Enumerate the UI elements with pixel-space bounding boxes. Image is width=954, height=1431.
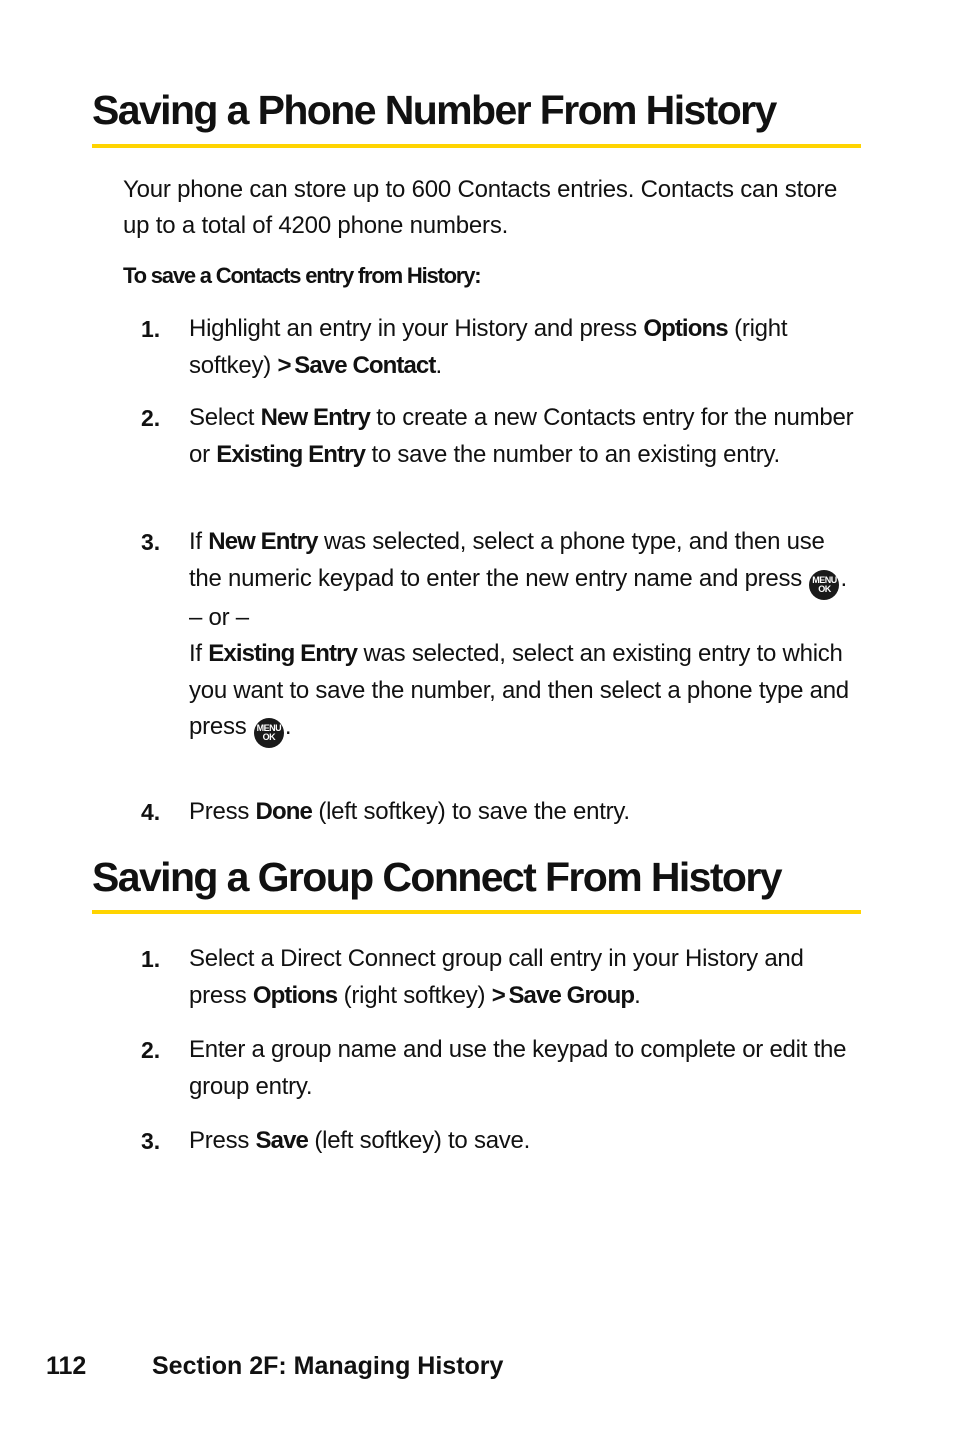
or-separator: – or – [189, 603, 249, 631]
step-number: 3. [141, 529, 161, 555]
procedure-lead: To save a Contacts entry from History: [123, 263, 481, 288]
chevron-right-icon: > [277, 351, 292, 379]
step-number: 3. [141, 1128, 161, 1154]
section-title-phone-number: Saving a Phone Number From History [92, 87, 776, 133]
intro-paragraph: Your phone can store up to 600 Contacts entries. Contacts can store up to a total of 4200 phone numbers. [123, 176, 838, 239]
step-text: Enter a group name and use the keypad to complete or edit the group entry. [189, 1036, 847, 1100]
options-key-label: Options [643, 315, 728, 342]
step-text: Press Done (left softkey) to save the entry. [189, 798, 630, 825]
chevron-right-icon: > [491, 981, 506, 1009]
options-key-label: Options [252, 981, 338, 1009]
new-entry-label: New Entry [208, 528, 318, 555]
menu-ok-key-icon: MENU OK [254, 718, 284, 748]
step-number: 1. [141, 946, 161, 972]
step-number: 1. [141, 316, 161, 342]
page-number: 112 [46, 1352, 87, 1380]
step-number: 4. [141, 799, 161, 825]
page-footer [46, 1348, 503, 1384]
save-contact-label: Save Contact [294, 351, 436, 379]
step-number: 2. [141, 405, 161, 431]
step-text: If New Entry was selected, select a phone type, and then use the numeric keypad to enter the new entry name and press MENU OK . – or – If Existing Entry was selected, select an existing entry to which you want to save the number, and then select a phone type and press MENU OK . [189, 524, 861, 748]
new-entry-label: New Entry [260, 404, 370, 431]
title-underline [92, 910, 861, 914]
done-key-label: Done [255, 798, 312, 825]
step-number: 2. [141, 1037, 161, 1063]
section-label: Section 2F: Managing History [152, 1352, 504, 1380]
existing-entry-label: Existing Entry [208, 640, 358, 667]
title-underline [92, 144, 861, 148]
section-title-group-connect: Saving a Group Connect From History [92, 854, 781, 900]
step-text: Select a Direct Connect group call entry in your History and press Options (right softkey) > Save Group. [189, 945, 804, 1009]
step-text: Select New Entry to create a new Contacts entry for the number or Existing Entry to save the number to an existing entry. [189, 404, 854, 468]
save-key-label: Save [255, 1127, 308, 1154]
step-text: Highlight an entry in your History and press Options (right softkey) > Save Contact. [189, 315, 788, 379]
menu-ok-key-icon: MENU OK [809, 570, 839, 600]
save-group-label: Save Group [508, 981, 635, 1009]
existing-entry-label: Existing Entry [216, 440, 366, 468]
step-text: Press Save (left softkey) to save. [189, 1127, 531, 1154]
